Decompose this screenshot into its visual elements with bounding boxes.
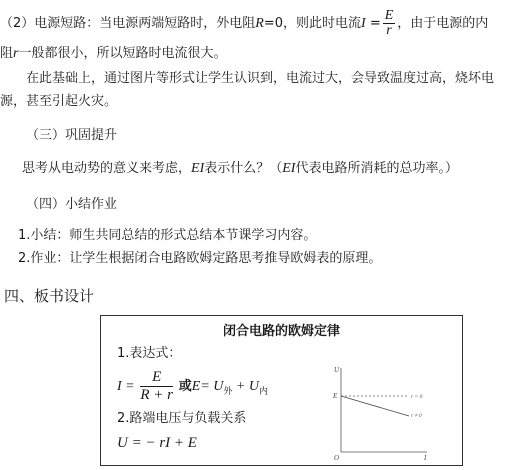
summary-item-2: 2.作业：让学生根据闭合电路欧姆定路思考推导欧姆表的原理。: [18, 251, 382, 266]
u-axis-label: U: [334, 366, 340, 374]
r-zero-label: r = 0: [411, 394, 423, 400]
ohm-law-formula: I = $\frac{E}{R + r}$ 或$E= U_外 + U_内$: [117, 369, 268, 403]
current-fraction: $\frac{E}{r}$: [384, 8, 394, 38]
summary-item-1: 1.小结：师生共同总结的形式总结本节课学习内容。: [18, 228, 317, 243]
section-heading-consolidate: （三）巩固提升: [26, 128, 118, 143]
section-heading-summary: （四）小结作业: [26, 197, 118, 212]
board-title: 闭合电路的欧姆定律: [222, 324, 340, 339]
blackboard-box: [100, 315, 463, 466]
u-i-graph: [325, 362, 435, 462]
safety-line-1: 在此基础上，通过图片等形式让学生认识到，电流过大，会导致温度过高，烧坏电: [26, 71, 495, 86]
board-item-voltage-load: 2.路端电压与负载关系: [117, 411, 247, 426]
section-heading-board: 四、板书设计: [4, 287, 95, 305]
r-nonzero-label: r ≠ 0: [411, 413, 422, 419]
short-circuit-line-2: 阻r一般都很小，所以短路时电流很大。: [0, 46, 227, 61]
origin-label: O: [334, 454, 340, 462]
safety-line-2: 源，甚至引起火灾。: [0, 94, 118, 109]
ei-question: 思考从电动势的意义来考虑，EI表示什么？（EI代表电路所消耗的总功率。）: [22, 161, 458, 176]
short-circuit-line-1: （2）电源短路：当电源两端短路时，外电阻R=0，则此时电流I = $\frac{E}{r}$ ，由于电源的内: [0, 8, 489, 38]
real-source-line: [341, 396, 409, 416]
board-item-expression: 1.表达式：: [117, 346, 182, 361]
formula-fraction: $\frac{E}{R + r}$: [140, 369, 173, 403]
i-axis-label: I: [424, 454, 427, 462]
terminal-voltage-formula: U = − rI + E: [117, 435, 197, 451]
emf-label: E: [333, 392, 338, 400]
